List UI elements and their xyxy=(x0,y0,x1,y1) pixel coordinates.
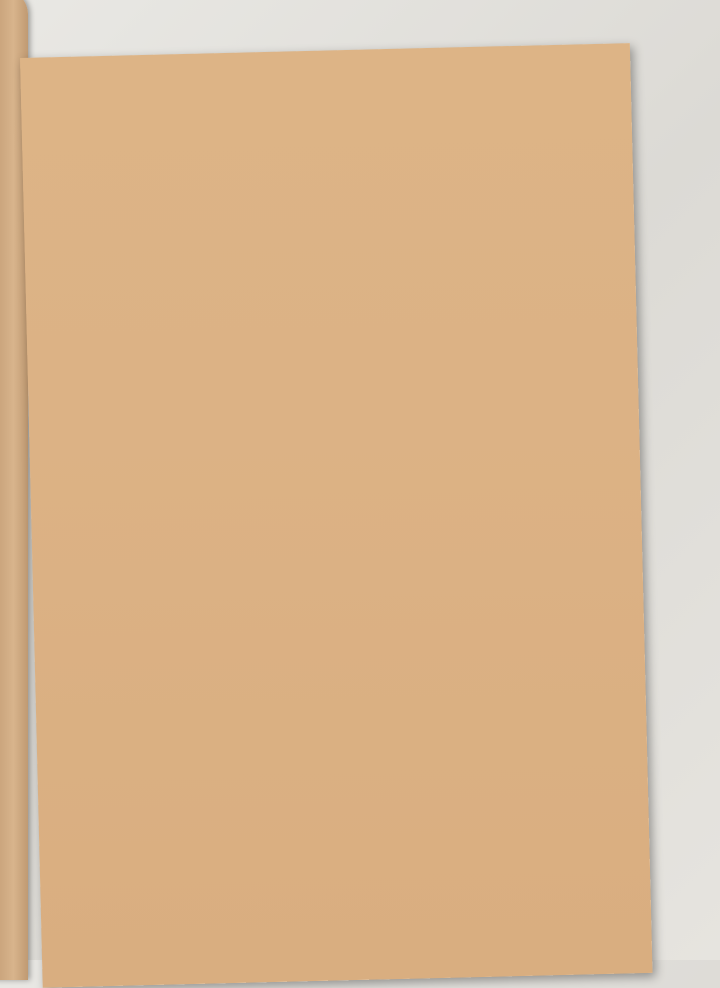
book-page xyxy=(20,43,653,988)
year-sections xyxy=(50,136,530,148)
chronology-text xyxy=(50,136,530,148)
continued-entries xyxy=(50,136,530,148)
